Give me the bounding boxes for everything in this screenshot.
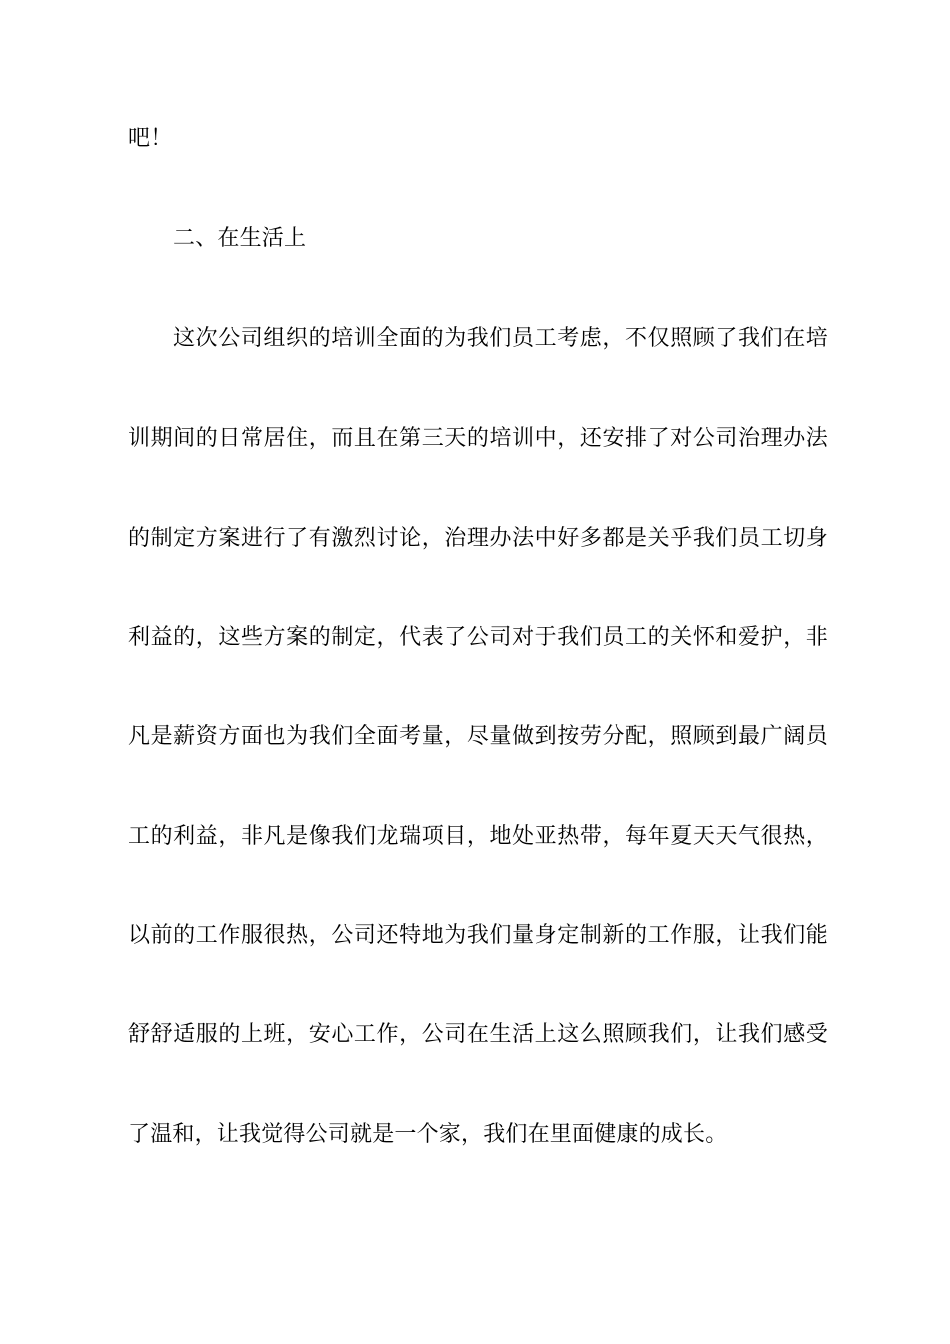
paragraph-line-9: 了温和，让我觉得公司就是一个家，我们在里面健康的成长。	[128, 1122, 728, 1147]
paragraph-line-8: 舒舒适服的上班，安心工作，公司在生活上这么照顾我们，让我们感受	[128, 1022, 828, 1047]
paragraph-line-6: 工的利益，非凡是像我们龙瑞项目，地处亚热带，每年夏天天气很热，	[128, 824, 828, 849]
paragraph-line-3: 的制定方案进行了有激烈讨论，治理办法中好多都是关乎我们员工切身	[128, 526, 828, 551]
paragraph-line-1: 这次公司组织的培训全面的为我们员工考虑，不仅照顾了我们在培	[173, 326, 828, 351]
paragraph-line-5: 凡是薪资方面也为我们全面考量，尽量做到按劳分配，照顾到最广阔员	[128, 724, 828, 749]
text-line-continuation: 吧！	[128, 126, 173, 151]
section-heading: 二、在生活上	[173, 226, 307, 251]
paragraph-line-4: 利益的，这些方案的制定，代表了公司对于我们员工的关怀和爱护，非	[128, 625, 828, 650]
paragraph-line-2: 训期间的日常居住，而且在第三天的培训中，还安排了对公司治理办法	[128, 426, 828, 451]
paragraph-line-7: 以前的工作服很热，公司还特地为我们量身定制新的工作服，让我们能	[128, 923, 828, 948]
